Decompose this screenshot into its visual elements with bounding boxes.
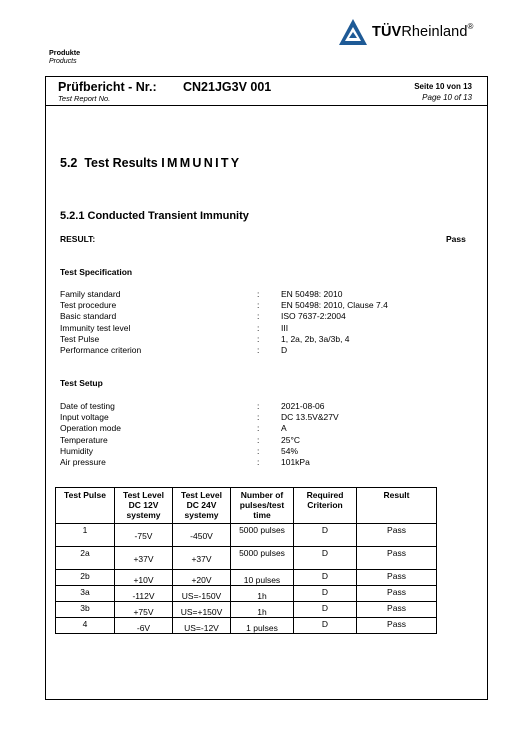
cell-level-12v-text: +75V (133, 607, 154, 617)
cell-level-24v-text: +37V (191, 554, 212, 564)
setup-key: Operation mode (60, 423, 121, 434)
cell-level-12v (115, 618, 173, 634)
cell-number-pulses-text: 1 pulses (246, 623, 278, 633)
cell-criterion (294, 618, 357, 634)
cell-test-pulse-text: 3a (80, 587, 90, 597)
header-divider (45, 105, 488, 106)
header-number-pulses: Number of pulses/test time (231, 488, 294, 524)
table-row (56, 586, 437, 602)
table-row (56, 570, 437, 586)
logo-brand-light: Rheinland (401, 24, 468, 40)
header-result: Result (357, 488, 437, 524)
cell-result-text: Pass (387, 587, 406, 597)
setup-row (60, 412, 480, 423)
spec-separator: : (257, 311, 260, 322)
setup-key: Temperature (60, 434, 108, 445)
cell-number-pulses (231, 602, 294, 618)
result-label: RESULT: (60, 234, 96, 244)
spec-separator: : (257, 333, 260, 344)
section-heading (60, 156, 241, 170)
spec-key: Family standard (60, 289, 121, 299)
cell-level-12v-text: -75V (134, 531, 153, 541)
tuv-triangle-icon (338, 18, 368, 46)
header-required-criterion: Required Criterion (294, 488, 357, 524)
logo-brand-bold: TÜV (372, 24, 402, 40)
cell-level-24v-text: -450V (190, 531, 213, 541)
logo-wordmark (372, 24, 474, 40)
cell-criterion-text: D (321, 587, 329, 597)
setup-row (60, 401, 480, 412)
cell-level-12v (115, 547, 173, 570)
cell-result-text: Pass (387, 603, 406, 613)
cell-level-12v (115, 602, 173, 618)
cell-criterion (294, 524, 357, 547)
setup-separator: : (257, 445, 260, 456)
cell-criterion-text: D (321, 619, 329, 629)
spec-key: Test procedure (60, 300, 117, 311)
cell-level-24v-text: +20V (191, 575, 212, 585)
spec-separator: : (257, 345, 260, 355)
spec-row (60, 323, 480, 334)
cell-number-pulses (231, 547, 294, 570)
table-row (56, 547, 437, 570)
cell-criterion-text: D (321, 548, 329, 558)
spec-key: Test Pulse (60, 333, 100, 344)
report-number: CN21JG3V 001 (183, 80, 272, 94)
setup-row (60, 446, 480, 457)
cell-level-12v-text: +37V (133, 554, 154, 564)
cell-number-pulses-text: 5000 pulses (239, 548, 285, 558)
cell-test-pulse (56, 586, 115, 602)
setup-separator: : (257, 423, 260, 434)
setup-key: Date of testing (60, 401, 115, 411)
spec-separator: : (257, 322, 260, 333)
cell-result (357, 570, 437, 586)
setup-row (60, 457, 480, 468)
cell-number-pulses (231, 570, 294, 586)
subsection-heading: 5.2.1 Conducted Transient Immunity (60, 210, 249, 222)
header-test-pulse: Test Pulse (56, 488, 115, 524)
spec-key: Performance criterion (60, 345, 142, 355)
spec-row (60, 334, 480, 345)
cell-level-12v (115, 524, 173, 547)
cell-criterion (294, 547, 357, 570)
cell-result-text: Pass (387, 619, 406, 629)
cell-test-pulse-text: 2a (80, 548, 90, 558)
cell-result-text: Pass (387, 548, 406, 558)
report-label-en: Test Report No. (58, 94, 111, 103)
cell-criterion (294, 602, 357, 618)
test-setup-title: Test Setup (60, 378, 103, 388)
cell-number-pulses (231, 524, 294, 547)
setup-value: DC 13.5V&27V (281, 412, 339, 423)
page-number-de: Seite 10 von 13 (414, 82, 472, 91)
cell-number-pulses-text: 10 pulses (243, 575, 281, 585)
section-number: 5.2 (60, 156, 78, 170)
cell-test-pulse-text: 1 (82, 525, 88, 535)
cell-level-24v (173, 618, 231, 634)
table-row (56, 602, 437, 618)
table-body (56, 524, 437, 634)
cell-result (357, 618, 437, 634)
cell-level-24v-text: US=-12V (184, 623, 219, 633)
cell-criterion-text: D (321, 525, 329, 535)
setup-value: 54% (281, 445, 299, 456)
section-title-prefix: Test Results (84, 156, 158, 170)
setup-value: 101kPa (281, 457, 310, 467)
tuv-rheinland-logo (338, 18, 488, 48)
cell-test-pulse (56, 524, 115, 547)
setup-separator: : (257, 412, 260, 423)
setup-row (60, 423, 480, 434)
setup-value: 2021-08-06 (281, 401, 325, 411)
cell-result (357, 602, 437, 618)
cell-result (357, 524, 437, 547)
cell-test-pulse-text: 3b (80, 603, 90, 613)
spec-row (60, 300, 480, 311)
cell-number-pulses-text: 1h (257, 607, 267, 617)
cell-criterion (294, 586, 357, 602)
spec-value: D (281, 345, 288, 355)
cell-result (357, 547, 437, 570)
cell-level-12v (115, 570, 173, 586)
setup-value: 25°C (281, 434, 300, 445)
cell-level-24v (173, 586, 231, 602)
cell-level-12v (115, 586, 173, 602)
setup-key: Air pressure (60, 457, 106, 467)
test-specification-title: Test Specification (60, 267, 133, 277)
spec-separator: : (257, 300, 260, 311)
page-number-en: Page 10 of 13 (422, 93, 472, 102)
table-row (56, 618, 437, 634)
cell-level-24v (173, 570, 231, 586)
header-level-12v: Test Level DC 12V systemy (115, 488, 173, 524)
setup-separator: : (257, 434, 260, 445)
setup-separator: : (257, 401, 260, 411)
spec-value: ISO 7637-2:2004 (281, 311, 346, 322)
cell-test-pulse (56, 547, 115, 570)
spec-value: EN 50498: 2010 (281, 289, 343, 299)
table-row (56, 524, 437, 547)
cell-level-12v-text: +10V (133, 575, 154, 585)
registered-mark: ® (467, 22, 474, 31)
cell-criterion-text: D (321, 571, 329, 581)
spec-value: 1, 2a, 2b, 3a/3b, 4 (281, 333, 350, 344)
cell-test-pulse (56, 570, 115, 586)
cell-criterion-text: D (321, 603, 329, 613)
cell-result-text: Pass (387, 525, 406, 535)
report-label-de: Prüfbericht - Nr.: (58, 80, 157, 94)
setup-value: A (281, 423, 287, 434)
cell-level-12v-text: -6V (136, 623, 151, 633)
category-en: Products (49, 58, 77, 65)
table-header-row (56, 488, 437, 524)
spec-row (60, 345, 480, 356)
cell-level-24v (173, 602, 231, 618)
result-value: Pass (446, 234, 466, 244)
cell-test-pulse (56, 602, 115, 618)
cell-number-pulses-text: 5000 pulses (239, 525, 285, 535)
spec-key: Basic standard (60, 311, 117, 322)
spec-row (60, 311, 480, 322)
setup-row (60, 435, 480, 446)
spec-key: Immunity test level (60, 322, 131, 333)
cell-number-pulses (231, 586, 294, 602)
cell-number-pulses-text: 1h (257, 591, 267, 601)
spec-separator: : (257, 289, 260, 299)
section-title-spaced: IMMUNITY (161, 156, 242, 170)
spec-row (60, 289, 480, 300)
cell-level-24v (173, 524, 231, 547)
category-de: Produkte (49, 48, 81, 57)
setup-key: Input voltage (60, 412, 109, 423)
spec-value: EN 50498: 2010, Clause 7.4 (281, 300, 388, 311)
cell-level-24v-text: US=-150V (181, 591, 222, 601)
cell-level-24v (173, 547, 231, 570)
cell-test-pulse (56, 618, 115, 634)
cell-level-12v-text: -112V (132, 591, 155, 601)
cell-result-text: Pass (387, 571, 406, 581)
setup-separator: : (257, 457, 260, 467)
cell-criterion (294, 570, 357, 586)
setup-key: Humidity (60, 445, 94, 456)
spec-value: III (281, 322, 289, 333)
results-table (55, 487, 437, 634)
header-level-24v: Test Level DC 24V systemy (173, 488, 231, 524)
cell-test-pulse-text: 4 (82, 619, 88, 629)
cell-number-pulses (231, 618, 294, 634)
cell-result (357, 586, 437, 602)
cell-level-24v-text: US=+150V (180, 607, 223, 617)
cell-test-pulse-text: 2b (80, 571, 90, 581)
